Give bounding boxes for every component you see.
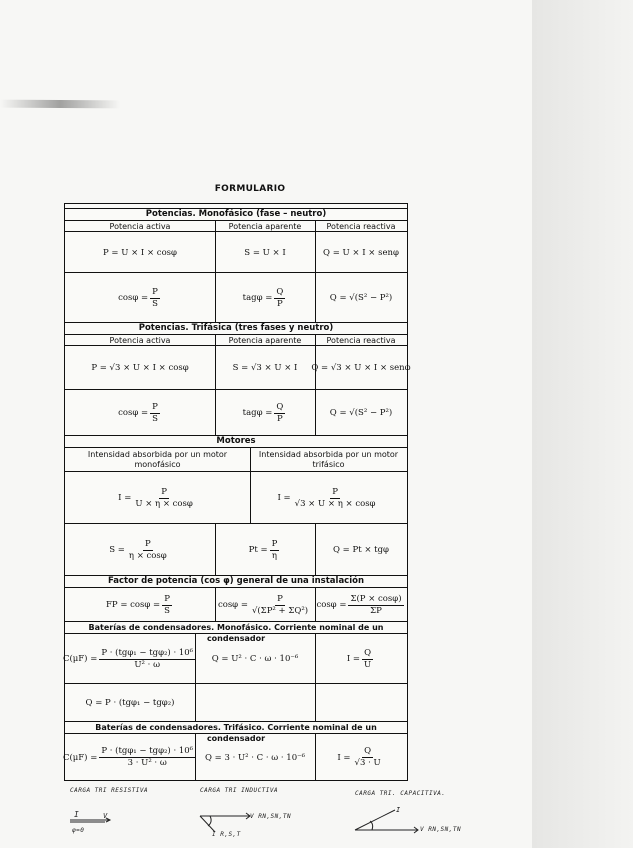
scan-smudge bbox=[0, 100, 120, 109]
section-header-mono: Potencias. Monofásico (fase – neutro) bbox=[65, 208, 407, 221]
formula-cap-mono-c: C(μF) = $\frac{\text{P · (tgφ₁ − tgφ₂) · 10⁶}}{\text{U² · ω}}$ bbox=[62, 647, 194, 670]
col-reactive: Potencia reactiva bbox=[326, 336, 396, 345]
col-motor-mono: Intensidad absorbida por un motor monofásico bbox=[87, 450, 228, 469]
formula-cap-mono-qp: Q = P · (tgφ₁ − tgφ₂) bbox=[85, 698, 175, 708]
formula-mono-tag: tagφ = $\frac{Q}{P}$ bbox=[242, 286, 284, 309]
col-motor-tri: Intensidad absorbida por un motor trifásico bbox=[258, 450, 399, 469]
note-capacitive-i: I bbox=[396, 806, 401, 814]
formula-tri-active: P = √3 × U × I × cosφ bbox=[91, 363, 189, 373]
col-apparent: Potencia aparente bbox=[228, 222, 302, 231]
formula-motor-q: Q = Pt × tgφ bbox=[333, 545, 389, 555]
formula-tri-q-sqrt: Q = √(S² − P²) bbox=[329, 408, 393, 418]
note-resistive: CARGA TRI RESISTIVA bbox=[70, 787, 149, 794]
col-apparent: Potencia aparente bbox=[228, 336, 302, 345]
capacitive-i-arrow bbox=[355, 810, 395, 830]
formula-cap-mono-q: Q = U² · C · ω · 10⁻⁶ bbox=[211, 654, 299, 664]
formula-tri-tag: tagφ = $\frac{Q}{P}$ bbox=[242, 401, 284, 424]
formula-mono-apparent: S = U × I bbox=[244, 247, 286, 258]
motors-column-headers bbox=[65, 447, 407, 472]
note-inductive-i: I R,S,T bbox=[212, 831, 241, 838]
formula-cap-tri-q: Q = 3 · U² · C · ω · 10⁻⁶ bbox=[204, 752, 306, 763]
note-resistive-i: I bbox=[74, 810, 80, 819]
formula-fp: FP = cosφ = $\frac{P}{S}$ bbox=[106, 593, 170, 616]
formula-tri-reactive: Q = √3 × U × I × senφ bbox=[311, 363, 411, 373]
formula-cap-tri-i: I = $\frac{Q}{√3 \cdot U}$ bbox=[337, 746, 381, 768]
formula-mono-q-sqrt: Q = √(S² − P²) bbox=[329, 293, 393, 303]
formula-motor-pt: Pt = $\frac{P}{\eta}$ bbox=[248, 538, 278, 561]
cap-mono-row-1 bbox=[62, 633, 407, 684]
cap-mono-row-2 bbox=[65, 683, 407, 722]
section-header-pf: Factor de potencia (cos φ) general de una instalación bbox=[65, 575, 407, 588]
motors-row-2 bbox=[65, 523, 407, 576]
formula-motor-s: S = $\frac{P}{\eta \times \cos\varphi}$ bbox=[109, 538, 167, 561]
formula-mono-active: P = U × I × cosφ bbox=[102, 247, 177, 258]
cap-tri-row bbox=[62, 733, 407, 781]
formula-cos-sum: cosφ = $\frac{\Sigma(P \times \cos\varphi)}{\Sigma P}$ bbox=[316, 593, 402, 616]
inductive-i-arrow bbox=[200, 816, 215, 832]
formula-table bbox=[62, 203, 411, 781]
note-inductive: CARGA TRI INDUCTIVA bbox=[200, 787, 279, 794]
phasor-sketches bbox=[60, 800, 480, 845]
note-resistive-v: V bbox=[103, 812, 108, 820]
formula-tri-apparent: S = √3 × U × I bbox=[232, 363, 298, 373]
formula-cap-tri-c: C(μF) = $\frac{\text{P · (tgφ₁ − tgφ₂) · 10⁶}}{\text{3 · U² · ω}}$ bbox=[62, 746, 194, 768]
page-title: FORMULARIO bbox=[214, 184, 286, 194]
section-header-tri: Potencias. Trifásica (tres fases y neutro) bbox=[65, 322, 407, 335]
col-reactive: Potencia reactiva bbox=[326, 222, 396, 231]
formula-motor-i-tri: I = $\frac{P}{√3 \times U \times \eta \times \cos\varphi}$ bbox=[277, 486, 376, 509]
note-resistive-phi: φ=0 bbox=[72, 827, 85, 834]
note-capacitive: CARGA TRI. CAPACITIVA. bbox=[355, 790, 446, 797]
mono-row-1 bbox=[65, 231, 407, 273]
col-active: Potencia activa bbox=[109, 336, 171, 345]
motors-row-1 bbox=[65, 471, 407, 524]
formula-cap-mono-i: I = $\frac{Q}{U}$ bbox=[346, 647, 372, 670]
formula-motor-i-mono: I = $\frac{P}{U \times \eta \times \cos\varphi}$ bbox=[118, 486, 193, 509]
col-active: Potencia activa bbox=[109, 222, 171, 231]
formula-cos-sum-sq: cosφ = $\frac{P}{\text{√(ΣP² + ΣQ²)}}$ bbox=[217, 593, 309, 616]
formula-tri-cos: cosφ = $\frac{P}{S}$ bbox=[118, 401, 158, 424]
section-header-cap-tri: Baterías de condensadores. Trifásico. Corriente nominal de un condensador bbox=[65, 721, 407, 734]
section-header-cap-mono: Baterías de condensadores. Monofásico. Corriente nominal de un condensador bbox=[65, 621, 407, 634]
formula-mono-reactive: Q = U × I × senφ bbox=[323, 247, 399, 258]
formula-mono-cos: cosφ = $\frac{P}{S}$ bbox=[118, 286, 158, 309]
tri-row-1 bbox=[65, 345, 411, 390]
pf-row bbox=[65, 587, 407, 622]
note-capacitive-v: V RN,SN,TN bbox=[420, 826, 462, 833]
page-edge-shadow bbox=[532, 0, 633, 848]
mono-row-2 bbox=[65, 272, 407, 323]
note-inductive-v: V RN,SN,TN bbox=[250, 813, 292, 820]
section-header-motors: Motores bbox=[65, 435, 407, 448]
tri-row-2 bbox=[65, 389, 407, 436]
